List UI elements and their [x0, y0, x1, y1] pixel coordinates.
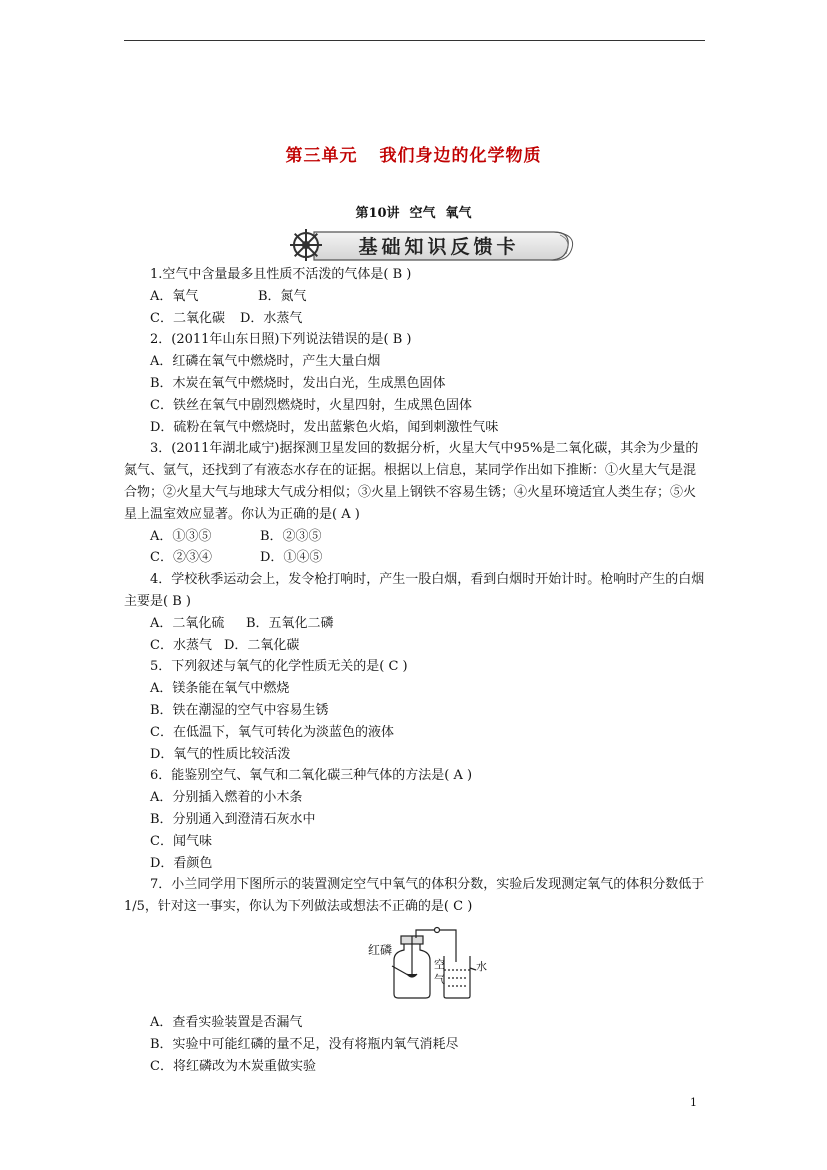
lecture-title	[0, 202, 827, 221]
label-water: 水	[476, 959, 487, 973]
q1-option-c: C．二氧化碳	[150, 310, 225, 326]
q4-option-c: C．水蒸气	[150, 637, 212, 653]
label-red-phosphorus: 红磷	[368, 942, 393, 957]
q6-option-a: A．分别插入燃着的小木条	[150, 790, 303, 806]
label-air-1: 空	[434, 957, 445, 971]
question-4-stem: 4．学校秋季运动会上，发令枪打响时，产生一股白烟，看到白烟时开始计时。枪响时产生的白烟主要是( B )	[124, 572, 705, 609]
q3-option-d: D．①④⑤	[260, 550, 323, 566]
q3-option-c: C．②③④	[150, 550, 212, 566]
q2-option-a: A．红磷在氧气中燃烧时，产生大量白烟	[150, 354, 381, 370]
q5-option-a: A．镁条能在氧气中燃烧	[150, 681, 290, 697]
q4-option-a: A．二氧化硫	[150, 615, 225, 631]
question-3-stem: 3．(2011年湖北咸宁)据探测卫星发回的数据分析，火星大气中95%是二氧化碳，其余为少量的氮气、氩气，还找到了有液态水存在的证据。根据以上信息，某同学作出如下推断：①火星大气是混合物；②火星大气与地球大气成分相似；③火星上钢铁不容易生锈；④火星环境适宜人类生存；⑤火星上温室效应显著。你认为正确的是( A )	[124, 441, 699, 522]
question-3-options-cd	[124, 547, 705, 569]
banner-title: 基础知识反馈卡	[358, 236, 520, 258]
q2-option-c: C．铁丝在氧气中剧烈燃烧时，火星四射，生成黑色固体	[150, 397, 472, 413]
unit-title-number: 第三单元	[285, 146, 358, 166]
q4-option-d: D．二氧化碳	[224, 637, 300, 653]
q2-option-b: B．木炭在氧气中燃烧时，发出白光，生成黑色固体	[150, 375, 446, 391]
lecture-topic-oxygen: 氧气	[445, 206, 472, 221]
question-1-options-ab	[124, 286, 705, 308]
header-rule	[124, 40, 705, 41]
unit-title-name: 我们身边的化学物质	[379, 146, 542, 166]
q5-option-b: B．铁在潮湿的空气中容易生锈	[150, 702, 329, 718]
q6-option-d: D．看颜色	[150, 855, 213, 871]
q3-option-b: B．②③⑤	[260, 528, 322, 544]
apparatus-diagram	[124, 926, 705, 1006]
question-2-stem: 2．(2011年山东日照)下列说法错误的是( B )	[150, 332, 412, 348]
unit-title	[0, 141, 827, 166]
q7-option-a: A．查看实验装置是否漏气	[150, 1014, 303, 1030]
q5-option-c: C．在低温下，氧气可转化为淡蓝色的液体	[150, 724, 394, 740]
label-air-2: 气	[434, 972, 445, 986]
q6-option-c: C．闻气味	[150, 833, 212, 849]
q1-option-b: B．氮气	[258, 288, 307, 304]
lecture-topic-air: 空气	[409, 206, 436, 221]
apparatus-figure	[124, 926, 705, 1006]
question-1-options-cd	[124, 308, 705, 330]
lecture-number: 第10讲	[355, 206, 400, 221]
section-banner	[284, 226, 576, 264]
question-6-stem: 6．能鉴别空气、氧气和二氧化碳三种气体的方法是( A )	[150, 768, 473, 784]
q7-option-c: C．将红磷改为木炭重做实验	[150, 1058, 316, 1074]
question-5-stem: 5．下列叙述与氧气的化学性质无关的是( C )	[150, 659, 408, 675]
q4-option-b: B．五氧化二磷	[246, 615, 334, 631]
question-list	[124, 264, 705, 1077]
question-7-stem: 7．小兰同学用下图所示的装置测定空气中氧气的体积分数，实验后发现测定氧气的体积分数低于1/5，针对这一事实，你认为下列做法或想法不正确的是( C )	[124, 877, 705, 915]
question-4-options-ab	[124, 613, 705, 635]
q7-option-b: B．实验中可能红磷的量不足，没有将瓶内氧气消耗尽	[150, 1036, 459, 1052]
question-1-stem: 1.空气中含量最多且性质不活泼的气体是( B )	[150, 267, 412, 282]
q3-option-a: A．①③⑤	[150, 528, 212, 544]
ship-wheel-icon	[290, 229, 322, 261]
q6-option-b: B．分别通入到澄清石灰水中	[150, 811, 316, 827]
q5-option-d: D．氧气的性质比较活泼	[150, 746, 291, 762]
page-number: 1	[690, 1096, 697, 1109]
q1-option-d: D．水蒸气	[240, 310, 303, 326]
question-4-options-cd	[124, 635, 705, 657]
q1-option-a: A．氧气	[150, 288, 199, 304]
question-3-options-ab	[124, 526, 705, 548]
q2-option-d: D．硫粉在氧气中燃烧时，发出蓝紫色火焰，闻到刺激性气味	[150, 419, 499, 435]
